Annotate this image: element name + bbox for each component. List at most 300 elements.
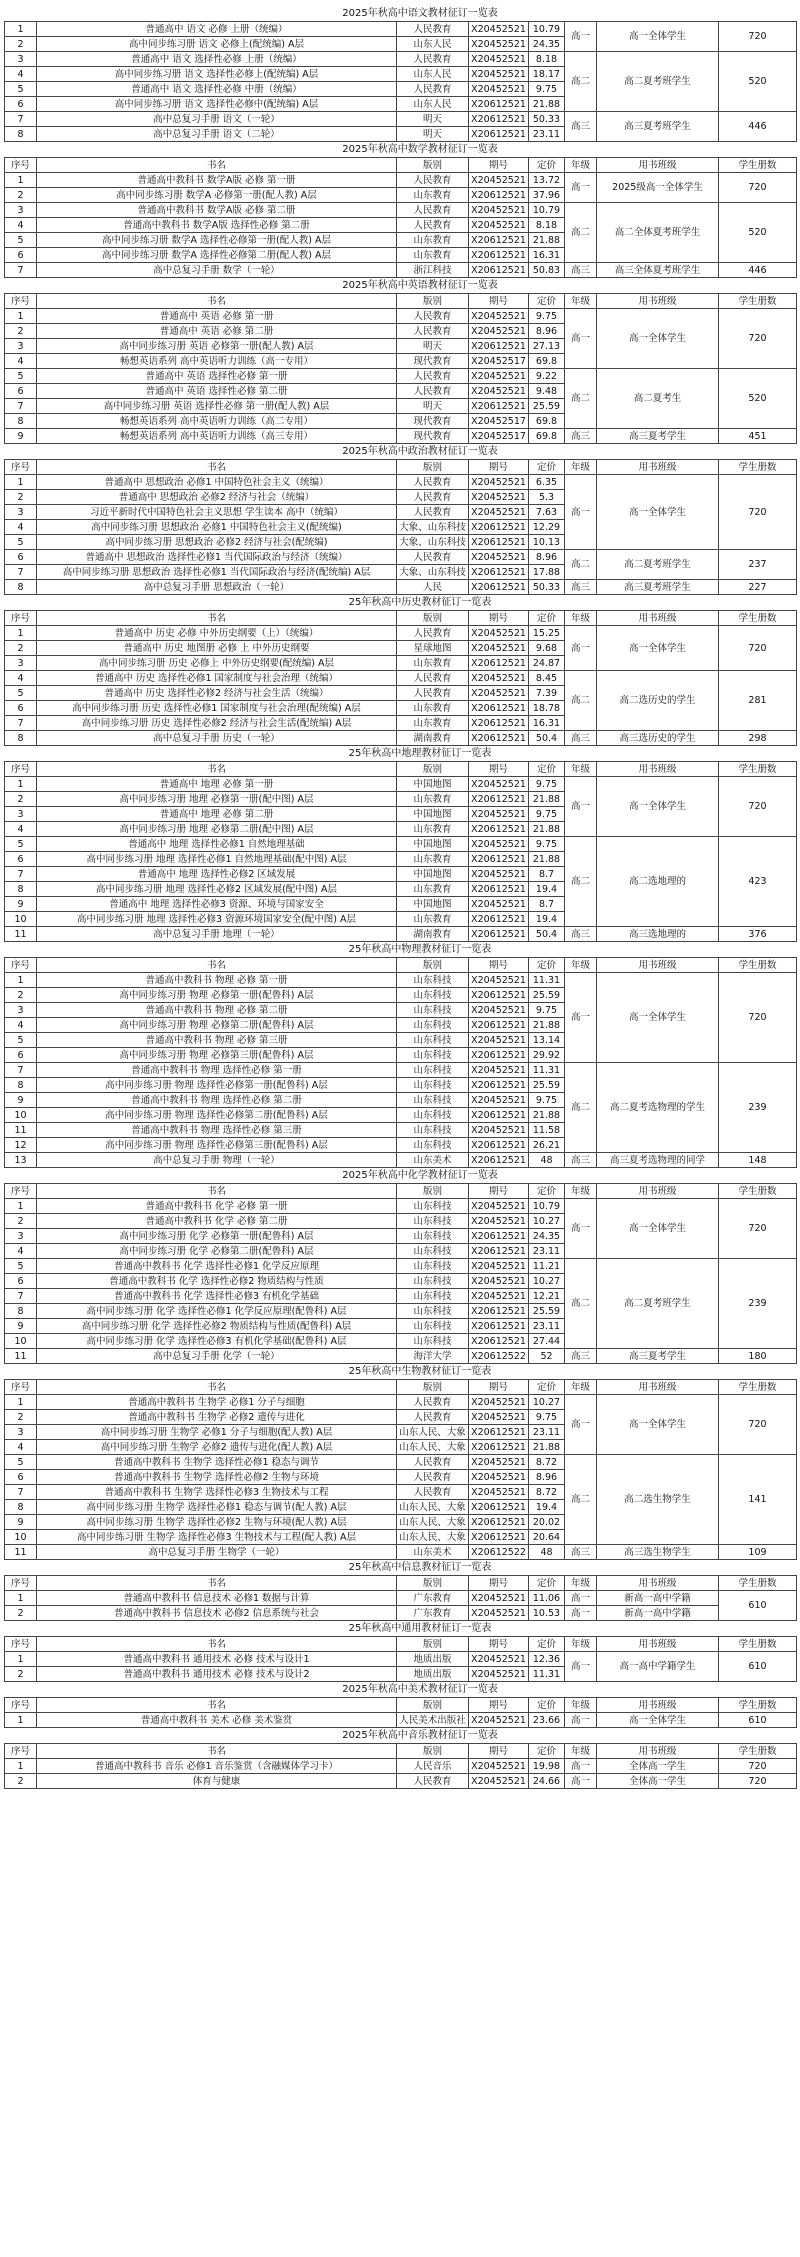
book-title: 普通高中 英语 选择性必修 第二册: [37, 384, 397, 399]
price: 8.96: [529, 550, 565, 565]
header-row: [5, 1380, 797, 1395]
column-header-period: 期号: [469, 294, 529, 309]
price: 21.88: [529, 822, 565, 837]
column-header-cls: 用书班级: [597, 611, 719, 626]
section-title: 25年秋高中生物教材征订一览表: [348, 1366, 492, 1377]
column-header-grade: 年级: [565, 1576, 597, 1591]
price: 13.72: [529, 173, 565, 188]
student-count: 148: [719, 1153, 797, 1168]
row-number: 11: [5, 927, 37, 942]
order-table: [4, 1575, 797, 1621]
publisher: 山东科技: [397, 1063, 469, 1078]
subject-section: [4, 746, 796, 942]
publisher: 山东人民、大象: [397, 1500, 469, 1515]
order-table: [4, 293, 797, 444]
row-number: 8: [5, 731, 37, 746]
column-header-seq: 序号: [5, 1184, 37, 1199]
publisher: 人民教育: [397, 369, 469, 384]
student-count: 376: [719, 927, 797, 942]
price: 48: [529, 1545, 565, 1560]
period-code: X20612521: [469, 1304, 529, 1319]
publisher: 广东教育: [397, 1591, 469, 1606]
book-title: 普通高中教科书 化学 选择性必修3 有机化学基础: [37, 1289, 397, 1304]
price: 9.75: [529, 777, 565, 792]
row-number: 5: [5, 837, 37, 852]
row-number: 2: [5, 188, 37, 203]
column-header-price: 定价: [529, 460, 565, 475]
publisher: 人民: [397, 580, 469, 595]
column-header-count: 学生册数: [719, 762, 797, 777]
class-cell: 新高一高中学籍: [597, 1606, 719, 1621]
row-number: 1: [5, 173, 37, 188]
price: 27.44: [529, 1334, 565, 1349]
row-number: 6: [5, 1274, 37, 1289]
row-number: 3: [5, 505, 37, 520]
row-number: 4: [5, 822, 37, 837]
row-number: 2: [5, 1606, 37, 1621]
grade-cell: 高三: [565, 731, 597, 746]
row-number: 7: [5, 1063, 37, 1078]
order-table: [4, 1697, 797, 1728]
period-code: X20612521: [469, 1530, 529, 1545]
row-number: 8: [5, 580, 37, 595]
period-code: X20452517: [469, 354, 529, 369]
price: 20.64: [529, 1530, 565, 1545]
subject-section: [4, 6, 796, 142]
book-title: 高中同步练习册 物理 选择性必修第二册(配鲁科) A层: [37, 1108, 397, 1123]
price: 12.29: [529, 520, 565, 535]
table-row: [5, 1259, 797, 1274]
price: 16.31: [529, 716, 565, 731]
price: 21.88: [529, 233, 565, 248]
publisher: 中国地图: [397, 777, 469, 792]
row-number: 5: [5, 1455, 37, 1470]
publisher: 大象、山东科技: [397, 565, 469, 580]
column-header-count: 学生册数: [719, 1576, 797, 1591]
student-count: 720: [719, 973, 797, 1063]
table-row: [5, 1153, 797, 1168]
row-number: 4: [5, 1440, 37, 1455]
period-code: X20452521: [469, 867, 529, 882]
price: 29.92: [529, 1048, 565, 1063]
row-number: 11: [5, 1123, 37, 1138]
column-header-cls: 用书班级: [597, 1184, 719, 1199]
class-cell: 高二全体夏考班学生: [597, 203, 719, 263]
column-header-price: 定价: [529, 1744, 565, 1759]
column-header-grade: 年级: [565, 958, 597, 973]
period-code: X20452521: [469, 1410, 529, 1425]
period-code: X20612521: [469, 1018, 529, 1033]
grade-cell: 高一: [565, 173, 597, 203]
table-row: [5, 671, 797, 686]
header-row: [5, 1698, 797, 1713]
column-header-publisher: 版别: [397, 294, 469, 309]
column-header-seq: 序号: [5, 1576, 37, 1591]
column-header-price: 定价: [529, 294, 565, 309]
price: 12.36: [529, 1652, 565, 1667]
price: 50.33: [529, 112, 565, 127]
publisher: 山东科技: [397, 988, 469, 1003]
book-title: 高中同步练习册 物理 选择性必修第三册(配鲁科) A层: [37, 1138, 397, 1153]
row-number: 4: [5, 354, 37, 369]
class-cell: 高一全体学生: [597, 1713, 719, 1728]
book-title: 高中总复习手册 化学（一轮）: [37, 1349, 397, 1364]
grade-cell: 高二: [565, 1063, 597, 1153]
subject-section: [4, 942, 796, 1168]
period-code: X20452517: [469, 414, 529, 429]
price: 16.31: [529, 248, 565, 263]
price: 50.4: [529, 731, 565, 746]
period-code: X20612521: [469, 97, 529, 112]
publisher: 山东科技: [397, 1048, 469, 1063]
column-header-period: 期号: [469, 1698, 529, 1713]
period-code: X20612521: [469, 656, 529, 671]
publisher: 人民教育: [397, 1395, 469, 1410]
price: 19.98: [529, 1759, 565, 1774]
price: 7.39: [529, 686, 565, 701]
price: 11.06: [529, 1591, 565, 1606]
book-title: 普通高中教科书 生物学 选择性必修1 稳态与调节: [37, 1455, 397, 1470]
price: 9.48: [529, 384, 565, 399]
price: 23.11: [529, 1244, 565, 1259]
book-title: 高中总复习手册 地理（一轮）: [37, 927, 397, 942]
column-header-name: 书名: [37, 1698, 397, 1713]
period-code: X20452521: [469, 1667, 529, 1682]
grade-cell: 高一: [565, 1759, 597, 1774]
period-code: X20452521: [469, 1259, 529, 1274]
grade-cell: 高一: [565, 1199, 597, 1259]
row-number: 6: [5, 1470, 37, 1485]
column-header-cls: 用书班级: [597, 1744, 719, 1759]
grade-cell: 高一: [565, 777, 597, 837]
column-header-seq: 序号: [5, 1744, 37, 1759]
row-number: 9: [5, 429, 37, 444]
student-count: 720: [719, 1199, 797, 1259]
student-count: 520: [719, 203, 797, 263]
publisher: 山东人民、大象: [397, 1440, 469, 1455]
student-count: 109: [719, 1545, 797, 1560]
publisher: 人民教育: [397, 1455, 469, 1470]
column-header-cls: 用书班级: [597, 1380, 719, 1395]
price: 26.21: [529, 1138, 565, 1153]
column-header-seq: 序号: [5, 1380, 37, 1395]
column-header-count: 学生册数: [719, 158, 797, 173]
price: 25.59: [529, 399, 565, 414]
column-header-name: 书名: [37, 611, 397, 626]
price: 23.11: [529, 1425, 565, 1440]
period-code: X20452521: [469, 82, 529, 97]
header-row: [5, 1576, 797, 1591]
column-header-grade: 年级: [565, 158, 597, 173]
price: 48: [529, 1153, 565, 1168]
row-number: 6: [5, 852, 37, 867]
publisher: 人民音乐: [397, 1759, 469, 1774]
book-title: 普通高中教科书 物理 必修 第三册: [37, 1033, 397, 1048]
book-title: 高中同步练习册 地理 选择性必修2 区域发展(配中图) A层: [37, 882, 397, 897]
period-code: X20612521: [469, 233, 529, 248]
grade-cell: 高一: [565, 1652, 597, 1682]
price: 24.35: [529, 37, 565, 52]
student-count: 520: [719, 52, 797, 112]
row-number: 4: [5, 520, 37, 535]
publisher: 中国地图: [397, 897, 469, 912]
book-title: 普通高中教科书 化学 必修 第一册: [37, 1199, 397, 1214]
table-row: [5, 1349, 797, 1364]
price: 19.4: [529, 912, 565, 927]
period-code: X20452521: [469, 1033, 529, 1048]
publisher: 山东教育: [397, 188, 469, 203]
grade-cell: 高二: [565, 369, 597, 429]
period-code: X20612521: [469, 112, 529, 127]
publisher: 人民教育: [397, 82, 469, 97]
column-header-count: 学生册数: [719, 611, 797, 626]
column-header-name: 书名: [37, 1380, 397, 1395]
publisher: 山东科技: [397, 1093, 469, 1108]
period-code: X20612521: [469, 927, 529, 942]
row-number: 9: [5, 1093, 37, 1108]
row-number: 2: [5, 490, 37, 505]
grade-cell: 高一: [565, 1591, 597, 1606]
price: 9.75: [529, 1003, 565, 1018]
section-title: 25年秋高中历史教材征订一览表: [348, 597, 492, 608]
row-number: 7: [5, 1485, 37, 1500]
column-header-period: 期号: [469, 158, 529, 173]
book-title: 高中同步练习册 物理 必修第三册(配鲁科) A层: [37, 1048, 397, 1063]
price: 11.31: [529, 1667, 565, 1682]
grade-cell: 高一: [565, 22, 597, 52]
row-number: 5: [5, 686, 37, 701]
period-code: X20452521: [469, 777, 529, 792]
column-header-count: 学生册数: [719, 1637, 797, 1652]
publisher: 大象、山东科技: [397, 535, 469, 550]
grade-cell: 高二: [565, 1259, 597, 1349]
student-count: 239: [719, 1063, 797, 1153]
publisher: 大象、山东科技: [397, 520, 469, 535]
grade-cell: 高一: [565, 475, 597, 550]
period-code: X20612521: [469, 565, 529, 580]
book-title: 普通高中 思想政治 必修1 中国特色社会主义（统编）: [37, 475, 397, 490]
period-code: X20452521: [469, 1485, 529, 1500]
price: 21.88: [529, 792, 565, 807]
period-code: X20452521: [469, 1470, 529, 1485]
student-count: 446: [719, 263, 797, 278]
publisher: 湖南教育: [397, 927, 469, 942]
header-row: [5, 294, 797, 309]
book-title: 高中总复习手册 语文（一轮）: [37, 112, 397, 127]
table-row: [5, 1199, 797, 1214]
row-number: 10: [5, 1108, 37, 1123]
book-title: 普通高中 英语 选择性必修 第一册: [37, 369, 397, 384]
publisher: 山东科技: [397, 1304, 469, 1319]
class-cell: 全体高一学生: [597, 1774, 719, 1789]
period-code: X20452521: [469, 309, 529, 324]
column-header-cls: 用书班级: [597, 958, 719, 973]
student-count: 446: [719, 112, 797, 142]
class-cell: 高一全体学生: [597, 1395, 719, 1455]
row-number: 4: [5, 218, 37, 233]
section-title: 2025年秋高中美术教材征订一览表: [342, 1684, 498, 1695]
row-number: 7: [5, 565, 37, 580]
row-number: 8: [5, 1500, 37, 1515]
publisher: 山东科技: [397, 1033, 469, 1048]
publisher: 山东科技: [397, 1003, 469, 1018]
book-title: 高中总复习手册 生物学（一轮）: [37, 1545, 397, 1560]
book-title: 高中同步练习册 思想政治 必修1 中国特色社会主义(配统编): [37, 520, 397, 535]
period-code: X20452521: [469, 37, 529, 52]
table-row: [5, 580, 797, 595]
publisher: 山东科技: [397, 1289, 469, 1304]
price: 10.13: [529, 535, 565, 550]
publisher: 人民教育: [397, 505, 469, 520]
book-title: 普通高中教科书 生物学 必修2 遗传与进化: [37, 1410, 397, 1425]
price: 23.66: [529, 1713, 565, 1728]
class-cell: 高一高中学籍学生: [597, 1652, 719, 1682]
student-count: 239: [719, 1259, 797, 1349]
subject-section: [4, 278, 796, 444]
price: 8.72: [529, 1485, 565, 1500]
column-header-publisher: 版别: [397, 1576, 469, 1591]
table-row: [5, 263, 797, 278]
book-title: 高中总复习手册 思想政治（一轮）: [37, 580, 397, 595]
price: 21.88: [529, 1440, 565, 1455]
student-count: 720: [719, 173, 797, 203]
grade-cell: 高三: [565, 1545, 597, 1560]
student-count: 141: [719, 1455, 797, 1545]
order-table: [4, 157, 797, 278]
subject-section: [4, 1168, 796, 1364]
book-title: 高中同步练习册 数学A 选择性必修第二册(配人教) A层: [37, 248, 397, 263]
book-title: 高中同步练习册 思想政治 必修2 经济与社会(配统编): [37, 535, 397, 550]
publisher: 明天: [397, 339, 469, 354]
period-code: X20452521: [469, 1713, 529, 1728]
row-number: 2: [5, 1667, 37, 1682]
table-row: [5, 1774, 797, 1789]
publisher: 中国地图: [397, 807, 469, 822]
row-number: 2: [5, 641, 37, 656]
row-number: 6: [5, 701, 37, 716]
period-code: X20452521: [469, 837, 529, 852]
price: 18.17: [529, 67, 565, 82]
book-title: 普通高中 英语 必修 第一册: [37, 309, 397, 324]
book-title: 普通高中教科书 通用技术 必修 技术与设计1: [37, 1652, 397, 1667]
book-title: 高中同步练习册 地理 必修第二册(配中图) A层: [37, 822, 397, 837]
column-header-period: 期号: [469, 1637, 529, 1652]
row-number: 6: [5, 97, 37, 112]
row-number: 4: [5, 1018, 37, 1033]
subject-section: [4, 1728, 796, 1789]
book-title: 习近平新时代中国特色社会主义思想 学生读本 高中（统编）: [37, 505, 397, 520]
column-header-price: 定价: [529, 958, 565, 973]
column-header-publisher: 版别: [397, 1698, 469, 1713]
table-row: [5, 173, 797, 188]
period-code: X20612521: [469, 1500, 529, 1515]
row-number: 3: [5, 1003, 37, 1018]
publisher: 山东美术: [397, 1153, 469, 1168]
price: 10.27: [529, 1395, 565, 1410]
column-header-count: 学生册数: [719, 1744, 797, 1759]
book-title: 普通高中教科书 信息技术 必修2 信息系统与社会: [37, 1606, 397, 1621]
row-number: 5: [5, 233, 37, 248]
column-header-name: 书名: [37, 460, 397, 475]
column-header-publisher: 版别: [397, 958, 469, 973]
column-header-price: 定价: [529, 158, 565, 173]
period-code: X20452521: [469, 973, 529, 988]
price: 8.18: [529, 218, 565, 233]
period-code: X20452521: [469, 1063, 529, 1078]
period-code: X20452521: [469, 505, 529, 520]
period-code: X20452521: [469, 490, 529, 505]
book-title: 高中同步练习册 化学 必修第一册(配鲁科) A层: [37, 1229, 397, 1244]
table-row: [5, 22, 797, 37]
order-table: [4, 1743, 797, 1789]
row-number: 7: [5, 867, 37, 882]
publisher: 山东科技: [397, 1319, 469, 1334]
table-row: [5, 1652, 797, 1667]
column-header-period: 期号: [469, 762, 529, 777]
publisher: 地质出版: [397, 1667, 469, 1682]
column-header-cls: 用书班级: [597, 1637, 719, 1652]
table-row: [5, 1591, 797, 1606]
period-code: X20612521: [469, 339, 529, 354]
price: 18.78: [529, 701, 565, 716]
subject-section: [4, 142, 796, 278]
grade-cell: 高三: [565, 1349, 597, 1364]
price: 9.75: [529, 82, 565, 97]
book-title: 高中同步练习册 生物学 选择性必修1 稳态与调节(配人教) A层: [37, 1500, 397, 1515]
price: 24.87: [529, 656, 565, 671]
column-header-name: 书名: [37, 1576, 397, 1591]
price: 24.66: [529, 1774, 565, 1789]
row-number: 10: [5, 912, 37, 927]
price: 8.45: [529, 671, 565, 686]
book-title: 高中同步练习册 化学 选择性必修1 化学反应原理(配鲁科) A层: [37, 1304, 397, 1319]
row-number: 1: [5, 475, 37, 490]
publisher: 山东科技: [397, 1018, 469, 1033]
period-code: X20612521: [469, 1229, 529, 1244]
publisher: 人民教育: [397, 1485, 469, 1500]
student-count: 720: [719, 475, 797, 550]
publisher: 人民教育: [397, 218, 469, 233]
header-row: [5, 460, 797, 475]
book-title: 高中同步练习册 生物学 必修1 分子与细胞(配人教) A层: [37, 1425, 397, 1440]
period-code: X20612521: [469, 263, 529, 278]
column-header-period: 期号: [469, 958, 529, 973]
period-code: X20612521: [469, 852, 529, 867]
class-cell: 高二选生物学生: [597, 1455, 719, 1545]
period-code: X20612521: [469, 701, 529, 716]
book-title: 高中同步练习册 生物学 选择性必修2 生物与环境(配人教) A层: [37, 1515, 397, 1530]
student-count: 720: [719, 1395, 797, 1455]
table-row: [5, 1395, 797, 1410]
column-header-period: 期号: [469, 611, 529, 626]
price: 23.11: [529, 1319, 565, 1334]
publisher: 人民教育: [397, 52, 469, 67]
period-code: X20452521: [469, 1093, 529, 1108]
class-cell: 新高一高中学籍: [597, 1591, 719, 1606]
book-title: 普通高中教科书 物理 必修 第一册: [37, 973, 397, 988]
price: 13.14: [529, 1033, 565, 1048]
price: 50.33: [529, 580, 565, 595]
class-cell: 高三夏考班学生: [597, 112, 719, 142]
row-number: 6: [5, 1048, 37, 1063]
section-title: 25年秋高中物理教材征订一览表: [348, 944, 492, 955]
publisher: 人民美术出版社: [397, 1713, 469, 1728]
period-code: X20452521: [469, 1759, 529, 1774]
book-title: 普通高中教科书 信息技术 必修1 数据与计算: [37, 1591, 397, 1606]
column-header-period: 期号: [469, 1380, 529, 1395]
publisher: 山东人民、大象: [397, 1515, 469, 1530]
book-title: 普通高中教科书 化学 必修 第二册: [37, 1214, 397, 1229]
